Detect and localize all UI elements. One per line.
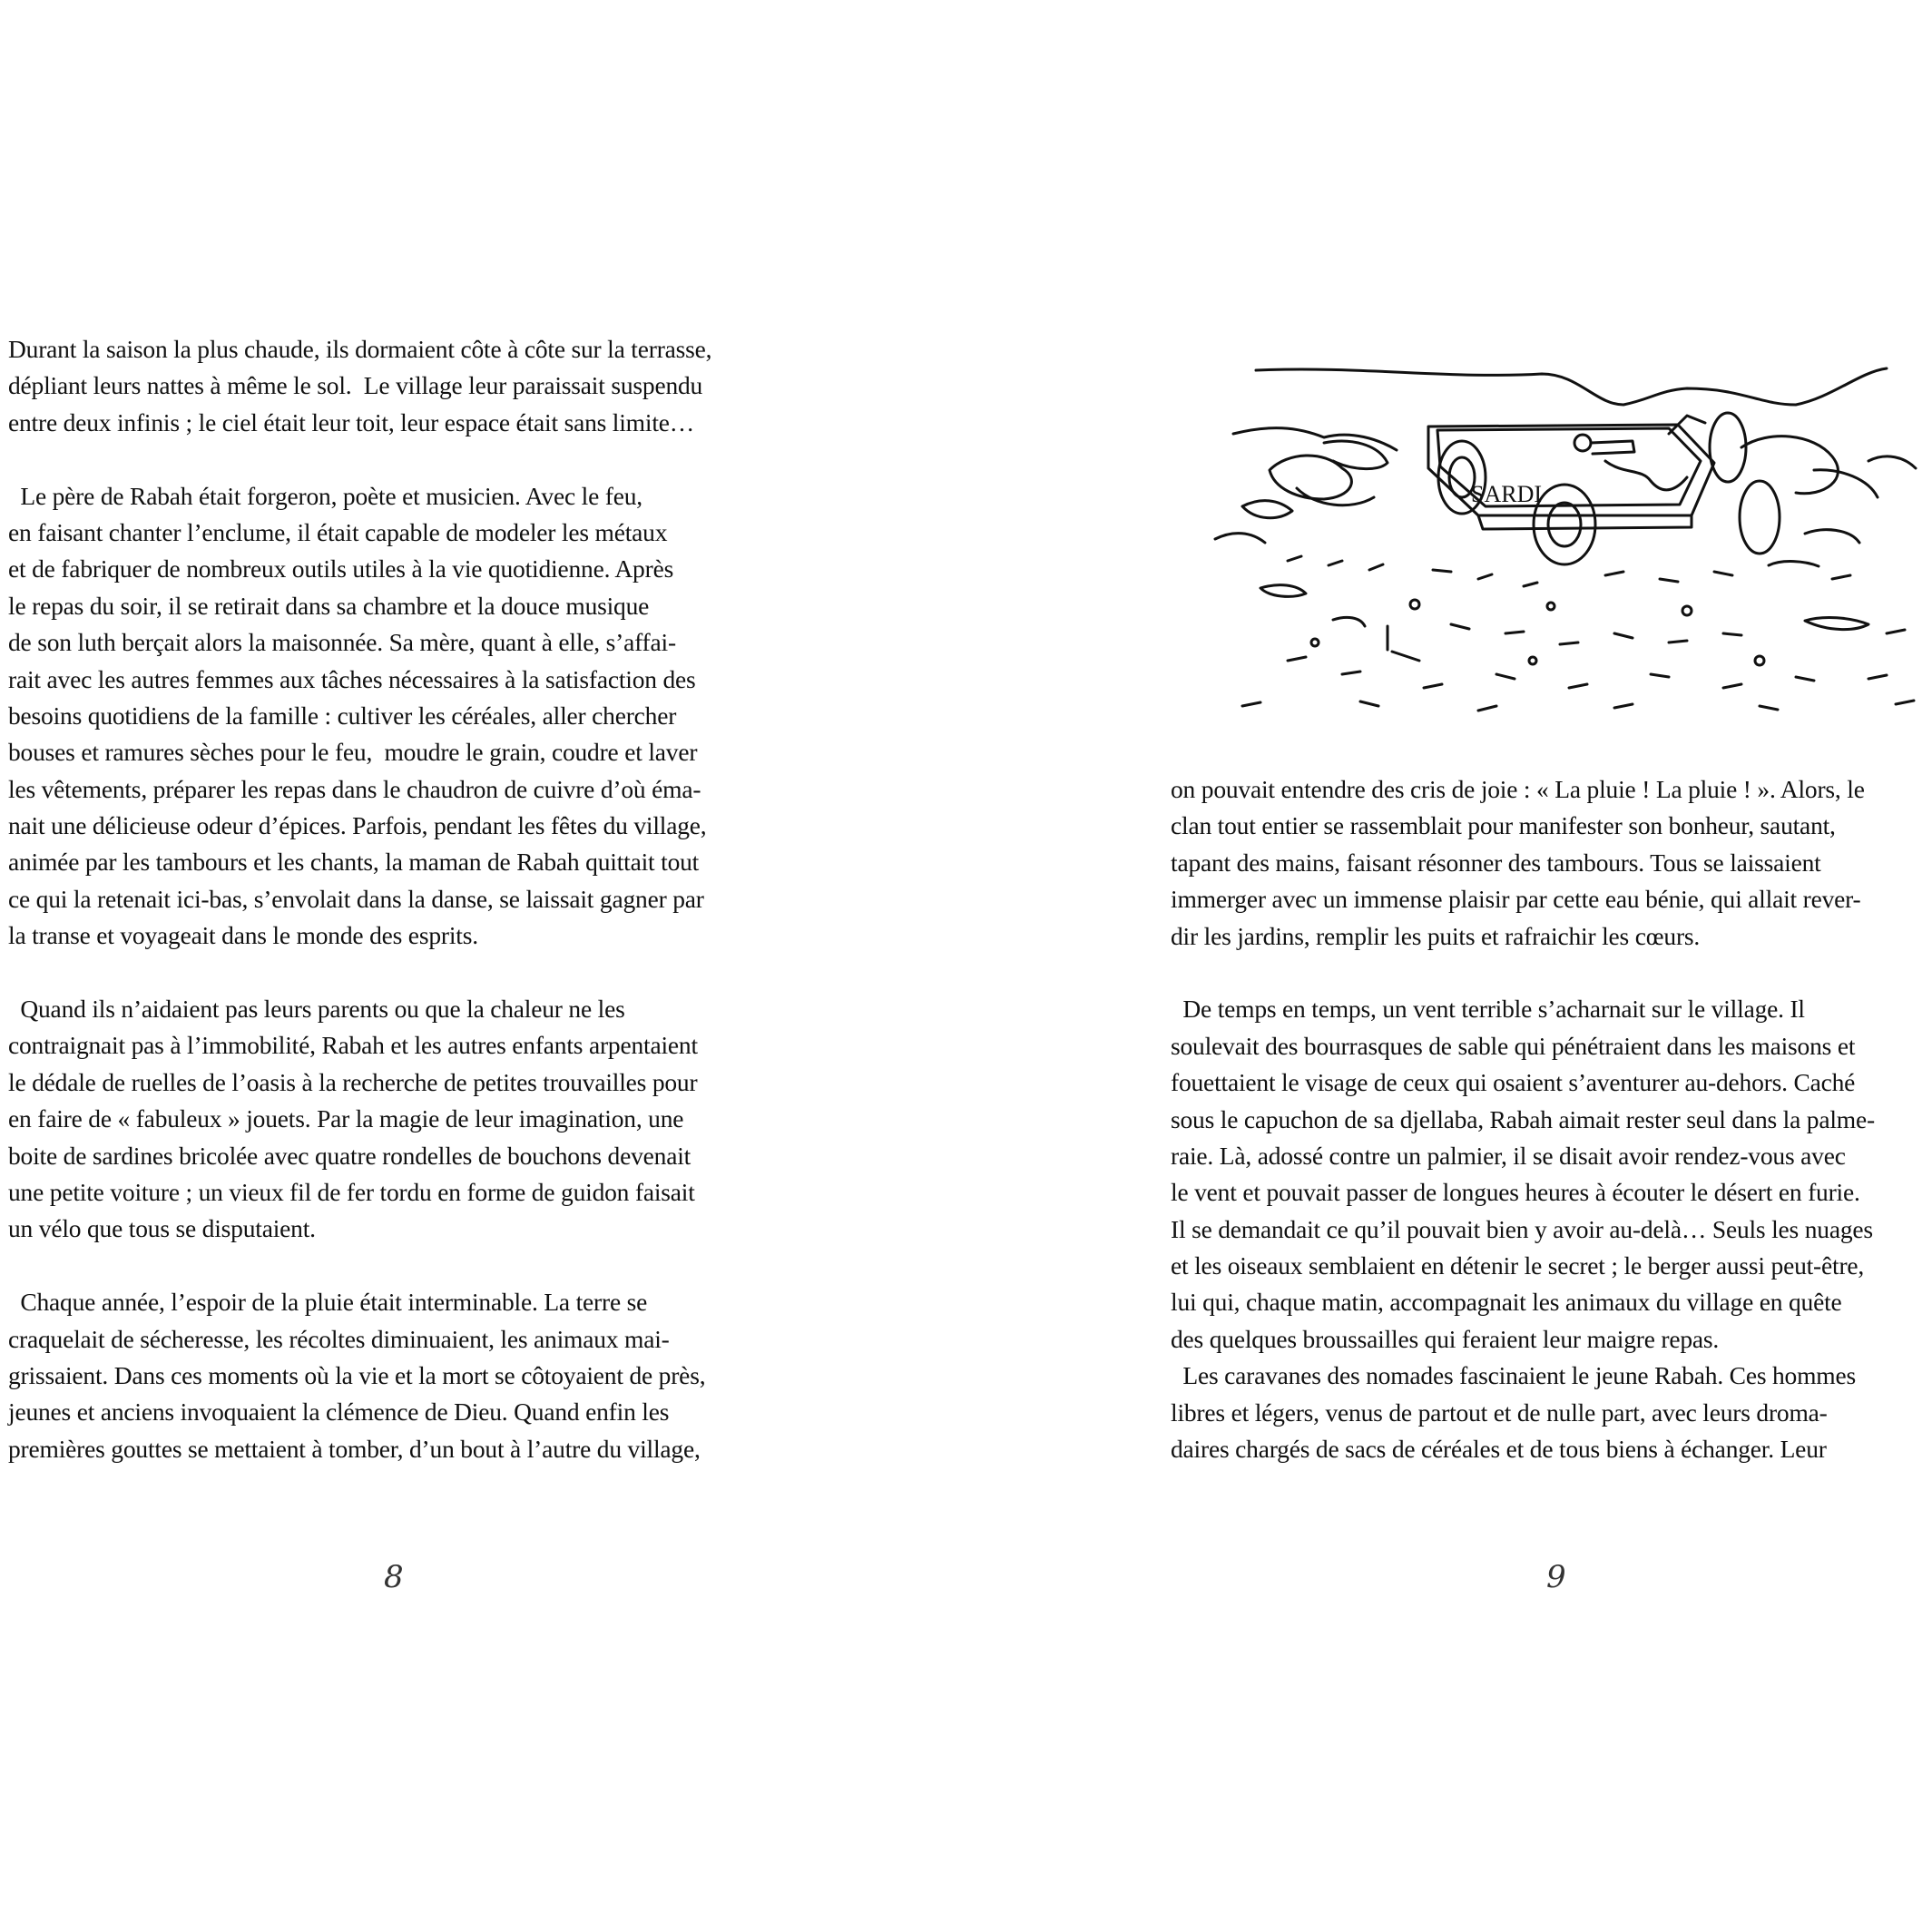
text-line: tapant des mains, faisant résonner des tambours. Tous se laissaient xyxy=(1171,848,1821,877)
text-line: raie. Là, adossé contre un palmier, il se disait avoir rendez-vous avec xyxy=(1171,1141,1846,1170)
text-line: contraignait pas à l’immobilité, Rabah et les autres enfants arpentaient xyxy=(8,1031,698,1060)
text-line: entre deux infinis ; le ciel était leur toit, leur espace était sans limite… xyxy=(8,407,695,436)
text-line: le vent et pouvait passer de longues heures à écouter le désert en furie. xyxy=(1171,1178,1860,1207)
text-line: une petite voiture ; un vieux fil de fer tordu en forme de guidon faisait xyxy=(8,1177,695,1206)
text-line: Le père de Rabah était forgeron, poète et musicien. Avec le feu, xyxy=(8,481,642,510)
paragraph-gap xyxy=(8,1248,780,1284)
text-line: Durant la saison la plus chaude, ils dormaient côte à côte sur la terrasse, xyxy=(8,335,712,363)
text-line: craquelait de sécheresse, les récoltes diminuaient, les animaux mai- xyxy=(8,1324,670,1353)
text-line: le dédale de ruelles de l’oasis à la recherche de petites trouvailles pour xyxy=(8,1067,698,1096)
text-line: daires chargés de sacs de céréales et de tous biens à échanger. Leur xyxy=(1171,1435,1827,1464)
text-line: animée par les tambours et les chants, la maman de Rabah quittait tout xyxy=(8,848,700,877)
text-line: rait avec les autres femmes aux tâches nécessaires à la satisfaction des xyxy=(8,664,696,693)
text-line: ce qui la retenait ici-bas, s’envolait dans la danse, se laissait gagner par xyxy=(8,884,704,913)
page-number-right: 9 xyxy=(1546,1559,1566,1595)
text-line: on pouvait entendre des cris de joie : « La pluie ! La pluie ! ». Alors, le xyxy=(1171,775,1865,803)
text-line: boite de sardines bricolée avec quatre rondelles de bouchons devenait xyxy=(8,1141,691,1170)
text-line: un vélo que tous se disputaient. xyxy=(8,1214,316,1243)
text-line: libres et légers, venus de partout et de nulle part, avec leurs droma- xyxy=(1171,1398,1828,1427)
text-line: clan tout entier se rassemblait pour manifester son bonheur, sautant, xyxy=(1171,811,1836,840)
left-page-text xyxy=(8,331,780,1467)
text-line: Chaque année, l’espoir de la pluie était interminable. La terre se xyxy=(8,1288,648,1317)
text-line: en faire de « fabuleux » jouets. Par la magie de leur imagination, une xyxy=(8,1104,684,1133)
text-line: dir les jardins, remplir les puits et rafraichir les cœurs. xyxy=(1171,921,1701,950)
text-line: nait une délicieuse odeur d’épices. Parfois, pendant les fêtes du village, xyxy=(8,811,707,840)
text-line: lui qui, chaque matin, accompagnait les animaux du village en quête xyxy=(1171,1288,1842,1317)
text-line: en faisant chanter l’enclume, il était capable de modeler les métaux xyxy=(8,517,668,546)
text-line: immerger avec un immense plaisir par cette eau bénie, qui allait rever- xyxy=(1171,885,1861,914)
paragraph-gap xyxy=(8,441,780,477)
text-line: Il se demandait ce qu’il pouvait bien y avoir au-delà… Seuls les nuages xyxy=(1171,1214,1873,1243)
text-line: soulevait des bourrasques de sable qui pénétraient dans les maisons et xyxy=(1171,1031,1856,1060)
text-line: des quelques broussailles qui feraient leur maigre repas. xyxy=(1171,1324,1720,1353)
right-page-text xyxy=(1171,771,1932,1467)
text-line: et les oiseaux semblaient en détenir le secret ; le berger aussi peut-être, xyxy=(1171,1251,1865,1280)
text-line: grissaient. Dans ces moments où la vie et la mort se côtoyaient de près, xyxy=(8,1360,706,1389)
text-line: premières gouttes se mettaient à tomber, d’un bout à l’autre du village, xyxy=(8,1434,701,1463)
paragraph-gap xyxy=(8,955,780,991)
text-line: besoins quotidiens de la famille : cultiver les céréales, aller chercher xyxy=(8,701,677,730)
text-line: les vêtements, préparer les repas dans le chaudron de cuivre d’où éma- xyxy=(8,774,701,803)
page-number-left: 8 xyxy=(384,1559,404,1595)
text-line: fouettaient le visage de ceux qui osaient s’aventurer au-dehors. Caché xyxy=(1171,1068,1856,1097)
text-line: et de fabriquer de nombreux outils utiles à la vie quotidienne. Après xyxy=(8,554,674,584)
text-line: jeunes et anciens invoquaient la clémence de Dieu. Quand enfin les xyxy=(8,1398,670,1427)
text-line: la transe et voyageait dans le monde des esprits. xyxy=(8,921,478,950)
text-line: de son luth berçait alors la maisonnée. Sa mère, quant à elle, s’affai- xyxy=(8,628,676,657)
sardine-can-label: SARDI xyxy=(1471,481,1543,507)
right-page xyxy=(966,0,1932,1932)
text-line: dépliant leurs nattes à même le sol. Le village leur paraissait suspendu xyxy=(8,371,703,400)
sardine-can-car-illustration xyxy=(1179,361,1932,724)
paragraph-gap xyxy=(1171,955,1932,991)
text-line: Les caravanes des nomades fascinaient le jeune Rabah. Ces hommes xyxy=(1171,1361,1857,1390)
text-line: Quand ils n’aidaient pas leurs parents ou que la chaleur ne les xyxy=(8,995,625,1024)
text-line: De temps en temps, un vent terrible s’acharnait sur le village. Il xyxy=(1171,995,1805,1024)
text-line: sous le capuchon de sa djellaba, Rabah aimait rester seul dans la palme- xyxy=(1171,1104,1875,1133)
text-line: bouses et ramures sèches pour le feu, moudre le grain, coudre et laver xyxy=(8,738,698,767)
text-line: le repas du soir, il se retirait dans sa chambre et la douce musique xyxy=(8,591,650,620)
